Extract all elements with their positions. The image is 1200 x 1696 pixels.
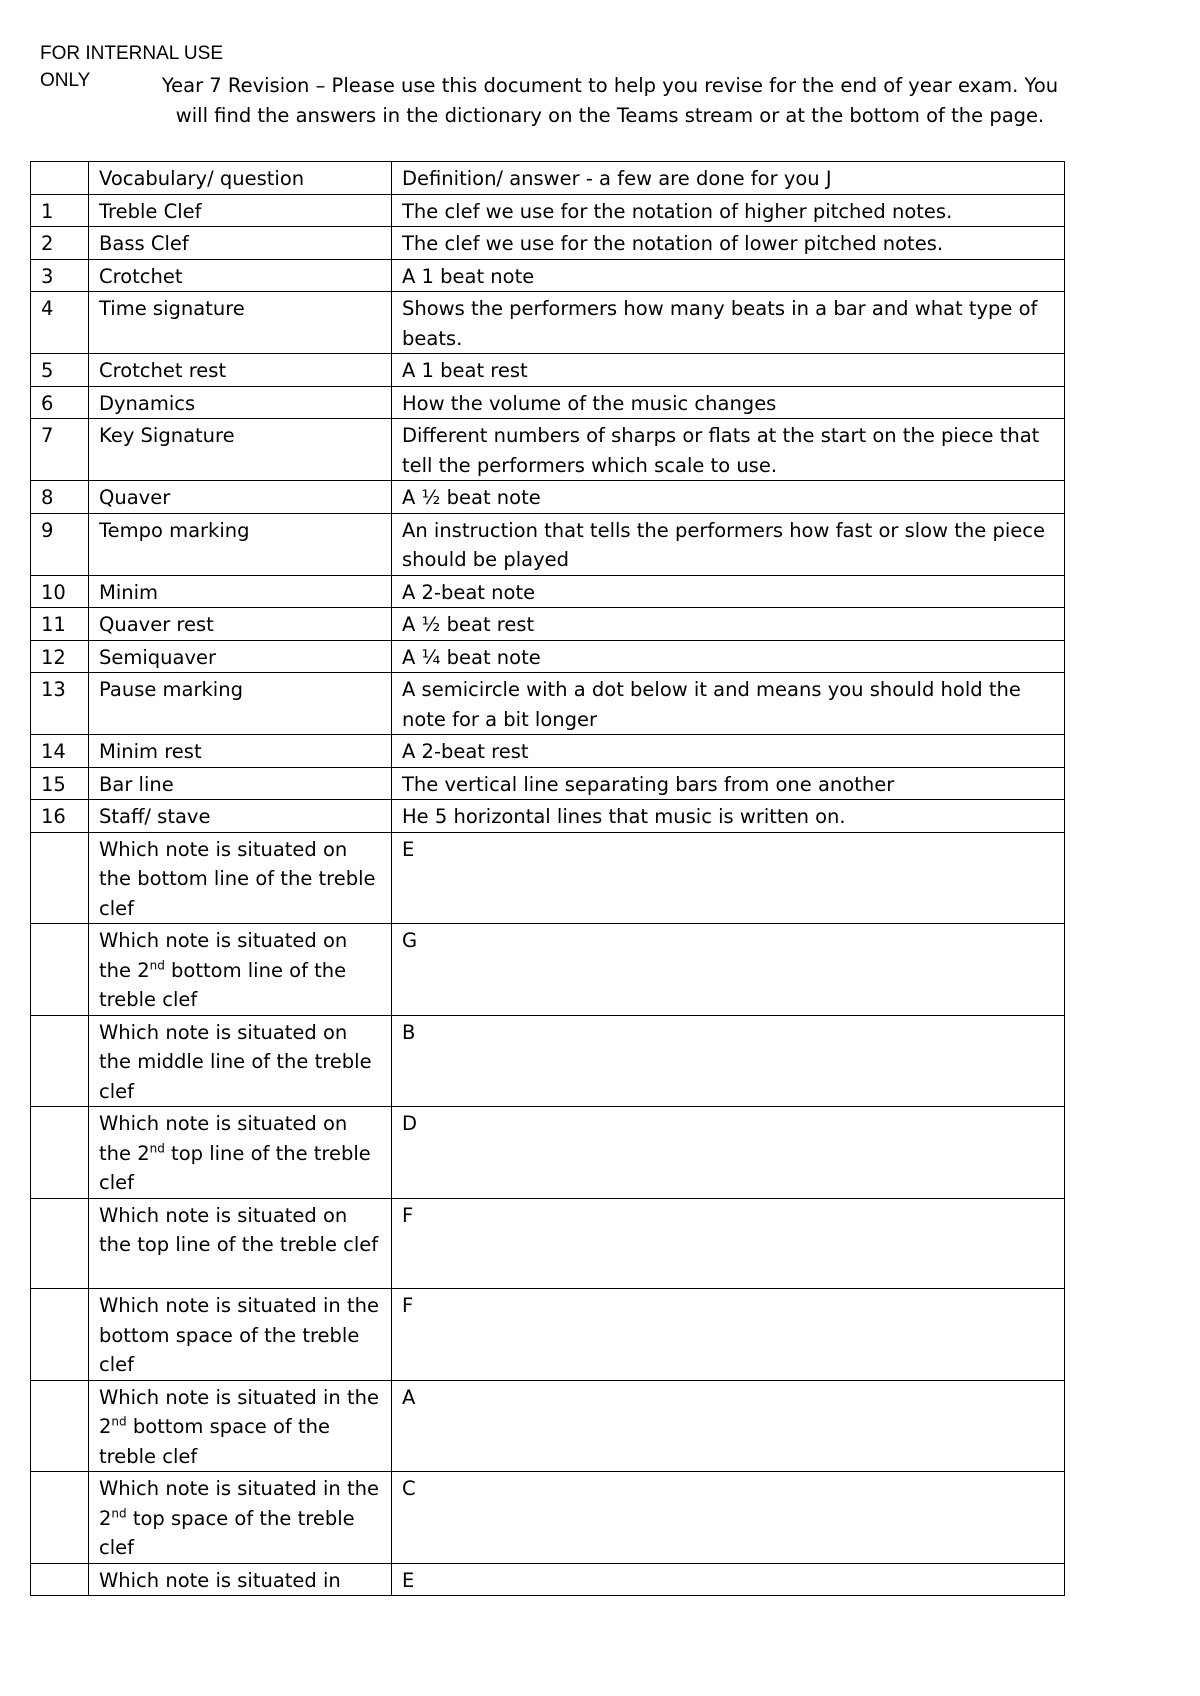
question-row <box>31 1563 1065 1596</box>
question-text <box>89 1289 392 1381</box>
table-row <box>31 354 1065 387</box>
table-row <box>31 513 1065 575</box>
question-text-end: bottom space of the treble clef <box>99 1415 330 1468</box>
row-number: 11 <box>31 608 89 641</box>
question-answer: A <box>392 1380 1065 1472</box>
row-definition: A ½ beat rest <box>392 608 1065 641</box>
row-definition: A 2-beat note <box>392 575 1065 608</box>
row-definition: He 5 horizontal lines that music is written on. <box>392 800 1065 833</box>
internal-use-label: FOR INTERNAL USE ONLY <box>40 43 223 91</box>
question-text-start: Which note is situated on the top line of the treble clef <box>99 1203 379 1256</box>
row-definition: A semicircle with a dot below it and means you should hold the note for a bit longer <box>392 673 1065 735</box>
table-row <box>31 292 1065 354</box>
row-number: 1 <box>31 194 89 227</box>
row-number: 12 <box>31 640 89 673</box>
row-term: Key Signature <box>89 419 392 481</box>
question-text-start: Which note is situated in the 2 <box>99 1385 379 1438</box>
row-term: Time signature <box>89 292 392 354</box>
revision-table <box>30 161 1065 1596</box>
question-answer: F <box>392 1289 1065 1381</box>
table-row <box>31 194 1065 227</box>
row-definition: Shows the performers how many beats in a bar and what type of beats. <box>392 292 1065 354</box>
row-term: Semiquaver <box>89 640 392 673</box>
question-number-cell <box>31 1472 89 1564</box>
question-text <box>89 1015 392 1107</box>
row-definition: The clef we use for the notation of lower pitched notes. <box>392 227 1065 260</box>
row-definition: A 1 beat rest <box>392 354 1065 387</box>
question-answer: G <box>392 924 1065 1016</box>
header-cell-number <box>31 162 89 195</box>
document-title: Year 7 Revision – Please use this document to help you revise for the end of year exam. You will find the answers in the dictionary on the Teams stream or at the bottom of the page. <box>161 74 1059 127</box>
row-number: 14 <box>31 735 89 768</box>
table-row <box>31 227 1065 260</box>
row-term: Quaver rest <box>89 608 392 641</box>
table-row <box>31 800 1065 833</box>
row-term: Pause marking <box>89 673 392 735</box>
row-term: Crotchet <box>89 259 392 292</box>
row-term: Dynamics <box>89 386 392 419</box>
ordinal-suffix: nd <box>111 1506 127 1520</box>
question-text-start: Which note is situated on the 2 <box>99 929 348 982</box>
question-row <box>31 1380 1065 1472</box>
question-row <box>31 1472 1065 1564</box>
question-text-start: Which note is situated on the middle line of the treble clef <box>99 1020 372 1103</box>
question-text-end: top line of the treble clef <box>99 1141 371 1194</box>
question-answer: E <box>392 832 1065 924</box>
row-definition: How the volume of the music changes <box>392 386 1065 419</box>
table-row <box>31 767 1065 800</box>
row-definition: The vertical line separating bars from one another <box>392 767 1065 800</box>
question-number-cell <box>31 832 89 924</box>
question-text <box>89 1198 392 1289</box>
question-text <box>89 832 392 924</box>
question-number-cell <box>31 1107 89 1199</box>
table-row <box>31 259 1065 292</box>
row-definition: An instruction that tells the performers how fast or slow the piece should be played <box>392 513 1065 575</box>
header-cell-vocabulary: Vocabulary/ question <box>89 162 392 195</box>
question-text <box>89 1472 392 1564</box>
question-number-cell <box>31 1563 89 1596</box>
header-cell-definition: Definition/ answer - a few are done for you J <box>392 162 1065 195</box>
question-text-start: Which note is situated on the 2 <box>99 1112 348 1165</box>
ordinal-suffix: nd <box>111 1414 127 1429</box>
row-number: 4 <box>31 292 89 354</box>
row-term: Bass Clef <box>89 227 392 260</box>
row-number: 2 <box>31 227 89 260</box>
question-text-start: Which note is situated in the 2 <box>99 1477 379 1530</box>
row-term: Treble Clef <box>89 194 392 227</box>
question-answer: E <box>392 1563 1065 1596</box>
row-definition: A 2-beat rest <box>392 735 1065 768</box>
question-answer: F <box>392 1198 1065 1289</box>
row-definition: Different numbers of sharps or flats at the start on the piece that tell the performers which scale to use. <box>392 419 1065 481</box>
question-text-start: Which note is situated in <box>99 1568 341 1592</box>
question-number-cell <box>31 924 89 1016</box>
table-row <box>31 575 1065 608</box>
row-number: 16 <box>31 800 89 833</box>
table-row <box>31 481 1065 514</box>
row-term: Minim rest <box>89 735 392 768</box>
row-term: Tempo marking <box>89 513 392 575</box>
row-term: Minim <box>89 575 392 608</box>
question-answer: D <box>392 1107 1065 1199</box>
table-row <box>31 735 1065 768</box>
question-number-cell <box>31 1289 89 1381</box>
question-text-start: Which note is situated on the bottom line of the treble clef <box>99 837 376 920</box>
row-number: 15 <box>31 767 89 800</box>
question-row <box>31 1107 1065 1199</box>
question-text <box>89 1380 392 1472</box>
question-text-end: top space of the treble clef <box>99 1506 355 1559</box>
question-row <box>31 832 1065 924</box>
question-row <box>31 924 1065 1016</box>
question-text-start: Which note is situated in the bottom space of the treble clef <box>99 1294 379 1376</box>
row-term: Bar line <box>89 767 392 800</box>
question-text <box>89 1107 392 1199</box>
table-row <box>31 640 1065 673</box>
table-row <box>31 386 1065 419</box>
table-row <box>31 608 1065 641</box>
row-term: Crotchet rest <box>89 354 392 387</box>
row-number: 10 <box>31 575 89 608</box>
ordinal-suffix: nd <box>149 1141 165 1155</box>
row-definition: The clef we use for the notation of higher pitched notes. <box>392 194 1065 227</box>
row-number: 7 <box>31 419 89 481</box>
table-row <box>31 419 1065 481</box>
question-row <box>31 1198 1065 1289</box>
table-row <box>31 673 1065 735</box>
question-text <box>89 924 392 1016</box>
row-definition: A ¼ beat note <box>392 640 1065 673</box>
row-definition: A 1 beat note <box>392 259 1065 292</box>
question-answer: B <box>392 1015 1065 1107</box>
row-number: 13 <box>31 673 89 735</box>
question-row <box>31 1289 1065 1381</box>
row-number: 9 <box>31 513 89 575</box>
row-term: Staff/ stave <box>89 800 392 833</box>
row-definition: A ½ beat note <box>392 481 1065 514</box>
question-answer: C <box>392 1472 1065 1564</box>
question-number-cell <box>31 1198 89 1289</box>
row-number: 6 <box>31 386 89 419</box>
table-header-row <box>31 162 1065 195</box>
question-row <box>31 1015 1065 1107</box>
question-number-cell <box>31 1015 89 1107</box>
row-number: 5 <box>31 354 89 387</box>
row-term: Quaver <box>89 481 392 514</box>
row-number: 3 <box>31 259 89 292</box>
question-text <box>89 1563 392 1596</box>
question-text-end: bottom line of the treble clef <box>99 958 347 1011</box>
ordinal-suffix: nd <box>149 958 165 972</box>
question-number-cell <box>31 1380 89 1472</box>
row-number: 8 <box>31 481 89 514</box>
